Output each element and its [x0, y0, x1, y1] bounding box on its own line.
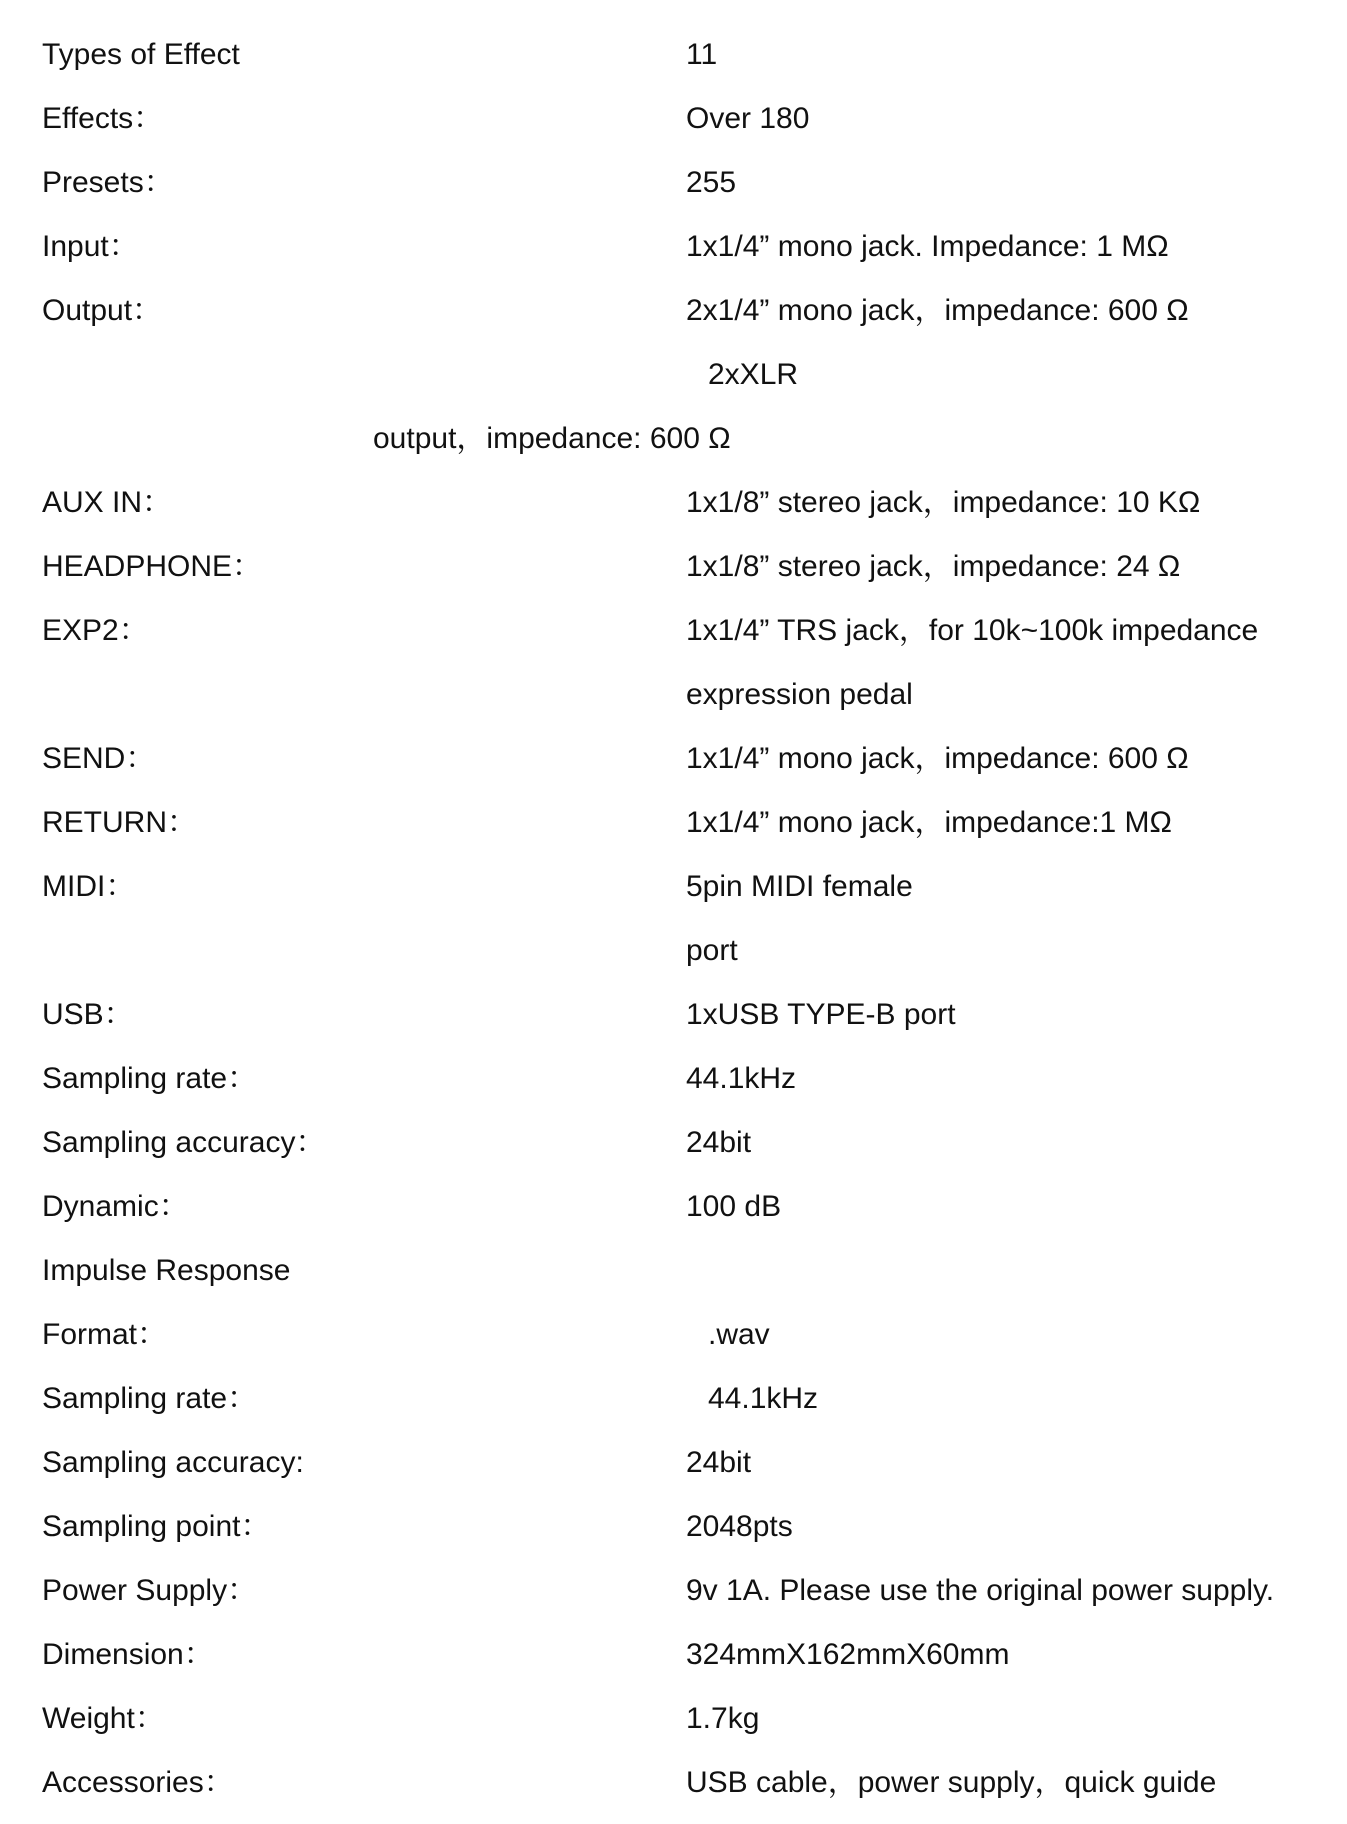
- spec-row-midi-continued: [0, 919, 1347, 983]
- spec-label: RETURN：: [42, 806, 197, 839]
- spec-row-sampling-point: [0, 1495, 1347, 1559]
- spec-label: Sampling rate：: [42, 1062, 258, 1095]
- spec-row-exp2-continued: [0, 663, 1347, 727]
- spec-label: Input：: [42, 230, 139, 263]
- spec-value: 1x1/4” mono jack. Impedance: 1 MΩ: [686, 230, 1169, 263]
- spec-value: 1xUSB TYPE-B port: [686, 998, 956, 1031]
- spec-value: expression pedal: [686, 678, 913, 711]
- spec-label: Dimension：: [42, 1638, 214, 1671]
- spec-row-weight: [0, 1687, 1347, 1751]
- spec-label: Weight：: [42, 1702, 165, 1735]
- spec-row-ir-sampling-accuracy: [0, 1431, 1347, 1495]
- spec-value: 1x1/4” mono jack，impedance: 600 Ω: [686, 742, 1189, 775]
- spec-value: 1x1/8” stereo jack，impedance: 24 Ω: [686, 550, 1181, 583]
- spec-row-effects: [0, 87, 1347, 151]
- spec-label: AUX IN：: [42, 486, 173, 519]
- spec-row-exp2: [0, 599, 1347, 663]
- spec-row-return: [0, 791, 1347, 855]
- spec-value: 2x1/4” mono jack，impedance: 600 Ω: [686, 294, 1189, 327]
- spec-row-dimension: [0, 1623, 1347, 1687]
- spec-row-headphone: [0, 535, 1347, 599]
- spec-value: output，impedance: 600 Ω: [373, 422, 731, 455]
- spec-row-sampling-accuracy: [0, 1111, 1347, 1175]
- spec-value: 5pin MIDI female: [686, 870, 913, 903]
- spec-value: 11: [686, 38, 718, 71]
- spec-row-output-continued: [0, 407, 1347, 471]
- spec-label: Accessories：: [42, 1766, 234, 1799]
- spec-row-sampling-rate: [0, 1047, 1347, 1111]
- spec-value: 2048pts: [686, 1510, 793, 1543]
- spec-row-input: [0, 215, 1347, 279]
- spec-label: Dynamic：: [42, 1190, 189, 1223]
- spec-label: Format：: [42, 1318, 168, 1351]
- spec-value: 324mmX162mmX60mm: [686, 1638, 1010, 1671]
- spec-row-send: [0, 727, 1347, 791]
- spec-label: USB：: [42, 998, 134, 1031]
- spec-label: MIDI：: [42, 870, 136, 903]
- spec-value: 1x1/8” stereo jack，impedance: 10 KΩ: [686, 486, 1201, 519]
- spec-row-output: [0, 279, 1347, 343]
- spec-label: Presets：: [42, 166, 174, 199]
- spec-value: USB cable，power supply，quick guide: [686, 1766, 1217, 1799]
- spec-row-power-supply: [0, 1559, 1347, 1623]
- spec-row-accessories: [0, 1751, 1347, 1815]
- spec-row-usb: [0, 983, 1347, 1047]
- spec-label: Types of Effect: [42, 38, 240, 71]
- spec-label: Effects：: [42, 102, 164, 135]
- spec-value: 1x1/4” mono jack，impedance:1 MΩ: [686, 806, 1172, 839]
- spec-row-format: [0, 1303, 1347, 1367]
- spec-value: 1x1/4” TRS jack，for 10k~100k impedance: [686, 614, 1259, 647]
- spec-row-midi: [0, 855, 1347, 919]
- spec-label: Sampling accuracy：: [42, 1126, 326, 1159]
- spec-value: 255: [686, 166, 737, 199]
- spec-value: Over 180: [686, 102, 810, 135]
- spec-row-ir-sampling-rate: [0, 1367, 1347, 1431]
- spec-section-heading: Impulse Response: [42, 1254, 291, 1287]
- spec-value: 44.1kHz: [686, 1062, 797, 1095]
- spec-row-presets: [0, 151, 1347, 215]
- spec-value: port: [686, 934, 738, 967]
- spec-value: 2xXLR: [708, 358, 799, 391]
- spec-value: 44.1kHz: [708, 1382, 819, 1415]
- spec-label: Power Supply：: [42, 1574, 258, 1607]
- spec-row-dynamic: [0, 1175, 1347, 1239]
- spec-label: Sampling accuracy:: [42, 1446, 304, 1479]
- spec-value: 9v 1A. Please use the original power supply.: [686, 1574, 1275, 1607]
- spec-value: 24bit: [686, 1126, 752, 1159]
- spec-value: 1.7kg: [686, 1702, 760, 1735]
- spec-label: Output：: [42, 294, 163, 327]
- spec-label: HEADPHONE：: [42, 550, 263, 583]
- spec-value: 100 dB: [686, 1190, 782, 1223]
- spec-row-impulse-response: [0, 1239, 1347, 1303]
- spec-value: .wav: [708, 1318, 770, 1351]
- spec-row-aux-in: [0, 471, 1347, 535]
- spec-label: Sampling point：: [42, 1510, 271, 1543]
- spec-label: EXP2：: [42, 614, 149, 647]
- spec-label: Sampling rate：: [42, 1382, 258, 1415]
- spec-label: SEND：: [42, 742, 156, 775]
- spec-row-output-continued: [0, 343, 1347, 407]
- spec-row-types-of-effect: [0, 23, 1347, 87]
- spec-value: 24bit: [686, 1446, 752, 1479]
